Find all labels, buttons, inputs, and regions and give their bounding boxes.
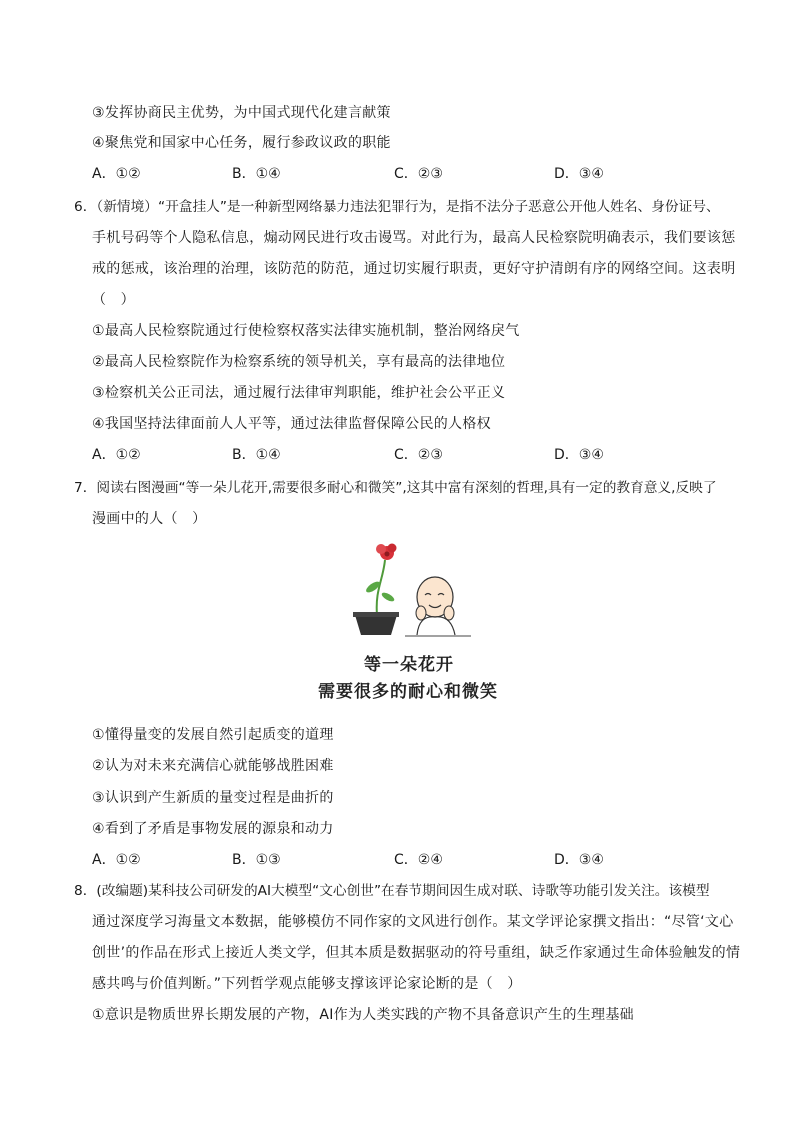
q8-stem-line-3: 创世’的作品在形式上接近人类文学，但其本质是数据驱动的符号重组，缺乏作家通过生命体验触发的情	[92, 945, 741, 961]
q8-stem-line-2: 通过深度学习海量文本数据，能够模仿不同作家的文风进行创作。某文学评论家撰文指出：“尽管‘文心	[92, 914, 734, 930]
q6-option-c: C．②③	[394, 447, 443, 463]
q7-option-c: C．②④	[394, 852, 443, 868]
q8-stem-line-4: 感共鸣与价值判断。”下列哲学观点能够支撑该评论家论断的是（ ）	[92, 976, 522, 992]
comic-caption-line-2: 需要很多的耐心和微笑	[318, 682, 498, 702]
q8-stem-line-1: 8．(改编题)某科技公司研发的AI大模型“文心创世”在春节期间因生成对联、诗歌等功能引发关注。该模型	[74, 883, 710, 899]
comic-illustration	[335, 535, 475, 645]
q7-option-d: D．③④	[554, 852, 604, 868]
q6-statement-4: ④我国坚持法律面前人人平等，通过法律监督保障公民的人格权	[92, 416, 491, 432]
q7-stem-line-2: 漫画中的人（ ）	[92, 511, 207, 527]
q5-statement-4: ④聚焦党和国家中心任务，履行参政议政的职能	[92, 135, 391, 151]
q7-option-b: B．①③	[232, 852, 281, 868]
q6-option-b: B．①④	[232, 447, 281, 463]
q5-option-d: D．③④	[554, 166, 604, 182]
q7-statement-4: ④看到了矛盾是事物发展的源泉和动力	[92, 821, 334, 837]
q7-stem-line-1: 7．阅读右图漫画“等一朵儿花开,需要很多耐心和微笑”,这其中富有深刻的哲理,具有一定的教育意义,反映了	[74, 480, 717, 496]
q7-statement-3: ③认识到产生新质的量变过程是曲折的	[92, 790, 334, 806]
q6-stem-line-2: 手机号码等个人隐私信息，煽动网民进行攻击谩骂。对此行为，最高人民检察院明确表示，我们要该惩	[92, 230, 736, 246]
q6-statement-2: ②最高人民检察院作为检察系统的领导机关，享有最高的法律地位	[92, 354, 506, 370]
q5-option-c: C．②③	[394, 166, 443, 182]
comic-flower-icon	[353, 544, 399, 636]
q6-stem-line-4: （ ）	[92, 292, 135, 308]
q6-stem-line-3: 戒的惩戒，该治理的治理，该防范的防范，通过切实履行职责，更好守护清朗有序的网络空间。这表明	[92, 261, 736, 277]
q6-stem-line-1: 6．（新情境）“开盒挂人”是一种新型网络暴力违法犯罪行为，是指不法分子恶意公开他人姓名、身份证号、	[74, 199, 720, 215]
q6-option-a: A．①②	[92, 447, 141, 463]
q6-option-d: D．③④	[554, 447, 604, 463]
q6-statement-1: ①最高人民检察院通过行使检察权落实法律实施机制，整治网络戾气	[92, 323, 520, 339]
q7-option-a: A．①②	[92, 852, 141, 868]
q5-option-a: A．①②	[92, 166, 141, 182]
q5-statement-3: ③发挥协商民主优势，为中国式现代化建言献策	[92, 105, 391, 121]
comic-caption-line-1: 等一朵花开	[364, 655, 454, 675]
q7-statement-2: ②认为对未来充满信心就能够战胜困难	[92, 758, 334, 774]
q5-option-b: B．①④	[232, 166, 281, 182]
comic-person-icon	[405, 577, 471, 636]
q8-statement-1: ①意识是物质世界长期发展的产物，AI作为人类实践的产物不具备意识产生的生理基础	[92, 1007, 634, 1023]
q7-statement-1: ①懂得量变的发展自然引起质变的道理	[92, 727, 334, 743]
q6-statement-3: ③检察机关公正司法，通过履行法律审判职能，维护社会公平正义	[92, 385, 506, 401]
